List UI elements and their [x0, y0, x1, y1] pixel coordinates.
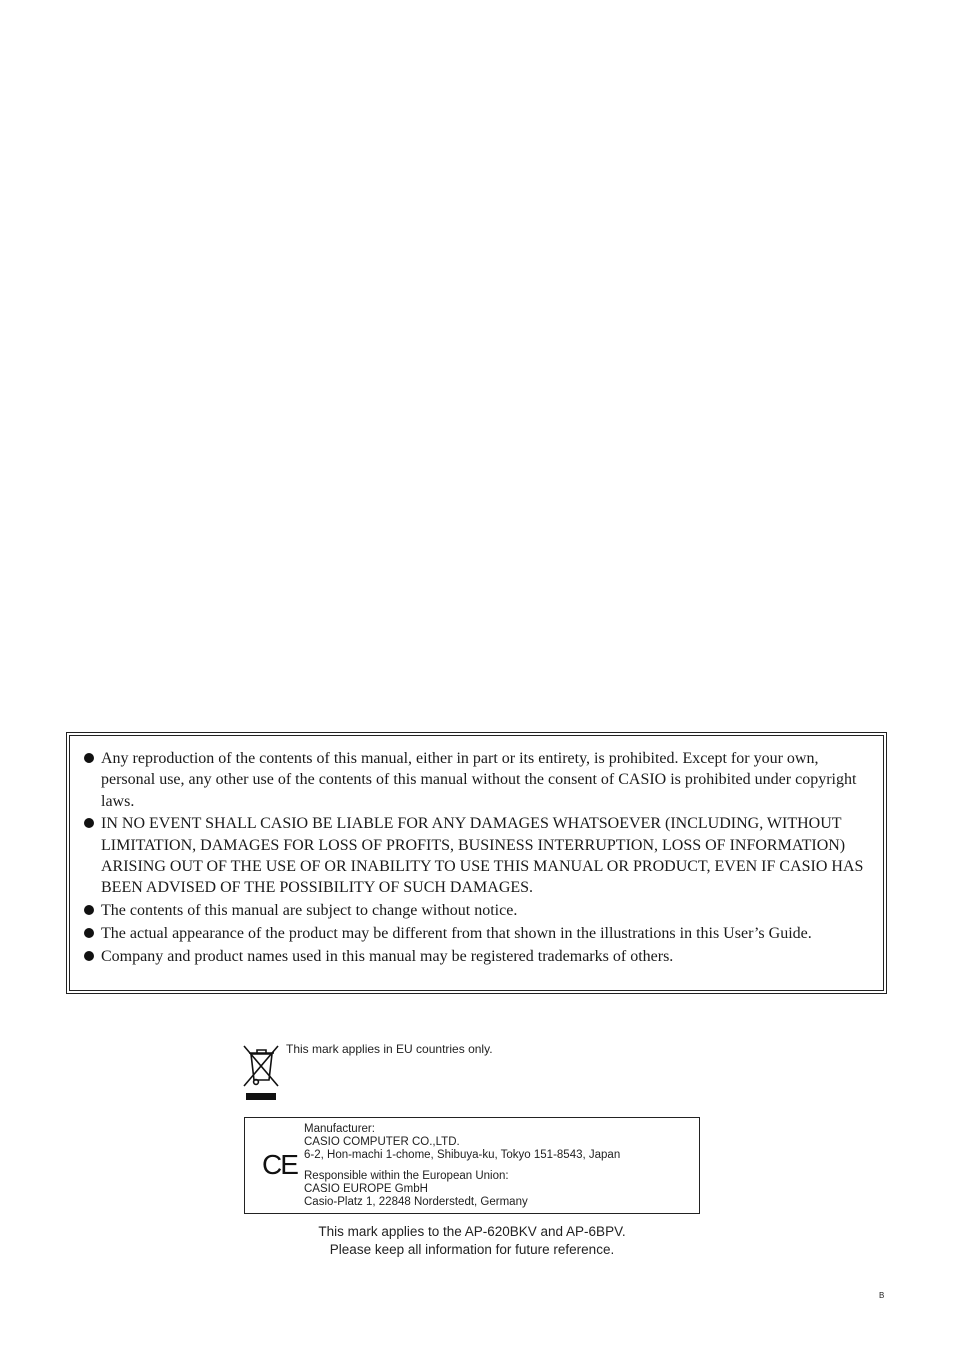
notice-box: [66, 732, 887, 994]
bullet-icon: [84, 818, 94, 828]
notice-item-reproduction: [82, 748, 871, 812]
notice-item-text: Any reproduction of the contents of this manual, either in part or its entirety, is prohibited. Except for your own, personal use, any other use of the contents of this manual without the consent of CASIO is prohibited under copyright laws.: [101, 750, 857, 810]
notice-item-text: The actual appearance of the product may be different from that shown in the illustrations in this User’s Guide.: [101, 924, 812, 942]
ce-details: [304, 1123, 620, 1209]
notice-item-trademarks: [82, 946, 871, 967]
keep-info-note: Please keep all information for future reference.: [329, 1242, 615, 1257]
manufacturer-address: 6-2, Hon-machi 1-chome, Shibuya-ku, Tokyo 151-8543, Japan: [304, 1149, 621, 1161]
notice-item-text: Company and product names used in this manual may be registered trademarks of others.: [101, 947, 674, 965]
page-code: B: [879, 1291, 885, 1300]
notice-item-text: The contents of this manual are subject to change without notice.: [101, 902, 518, 920]
crossed-out-wheelie-bin-icon: [242, 1042, 280, 1102]
ce-mark-icon: CE: [262, 1149, 297, 1180]
manufacturer-name: CASIO COMPUTER CO.,LTD.: [304, 1136, 460, 1148]
bullet-icon: [84, 951, 94, 961]
bullet-icon: [84, 905, 94, 915]
eu-responsible-label: Responsible within the European Union:: [304, 1170, 509, 1182]
bullet-icon: [84, 753, 94, 763]
eu-responsible-address: Casio-Platz 1, 22848 Norderstedt, Germany: [304, 1196, 528, 1208]
notice-item-text: IN NO EVENT SHALL CASIO BE LIABLE FOR ANY DAMAGES WHATSOEVER (INCLUDING, WITHOUT LIMITATION, DAMAGES FOR LOSS OF PROFITS, BUSINESS INTERRUPTION, LOSS OF INFORMATION) ARISING OUT OF THE USE OF OR INABILITY TO USE THIS MANUAL OR PRODUCT, EVEN IF CASIO HAS BEEN ADVISED OF THE POSSIBILITY OF SUCH DAMAGES.: [101, 815, 864, 897]
ce-info-box: [244, 1117, 700, 1214]
notice-item-change: [82, 900, 871, 921]
notice-box-inner: [69, 735, 884, 991]
eu-responsible-name: CASIO EUROPE GmbH: [304, 1183, 428, 1195]
manufacturer-label: Manufacturer:: [304, 1123, 375, 1135]
notice-item-appearance: [82, 923, 871, 944]
bullet-icon: [84, 928, 94, 938]
ce-applies-note: This mark applies to the AP-620BKV and AP-6BPV.: [318, 1224, 626, 1239]
notice-list: [82, 748, 871, 967]
weee-note: This mark applies in EU countries only.: [286, 1042, 493, 1056]
notice-item-liability: [82, 813, 871, 898]
